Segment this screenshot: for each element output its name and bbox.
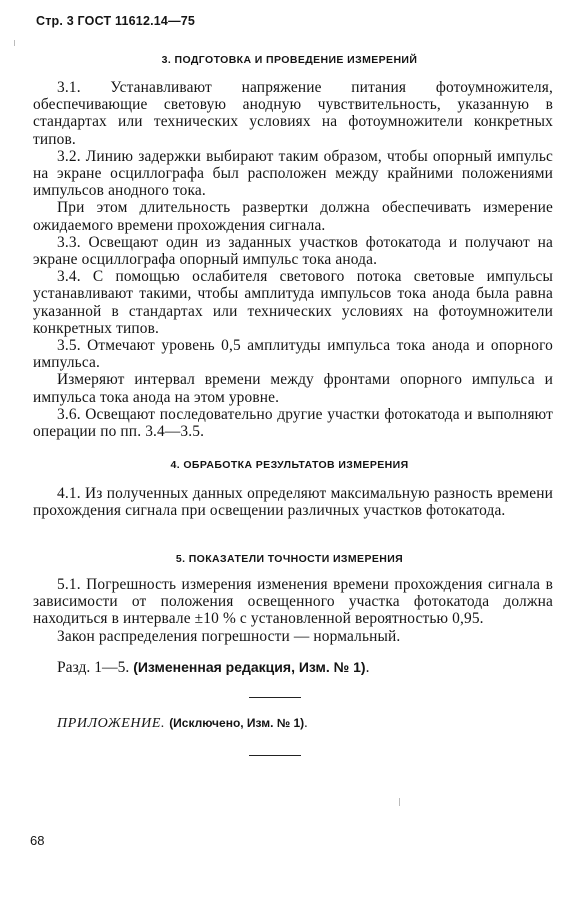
section-5-title: 5. ПОКАЗАТЕЛИ ТОЧНОСТИ ИЗМЕРЕНИЯ bbox=[175, 553, 404, 565]
paragraph-3-2-note: При этом длительность развертки должна обеспечивать измерение ожидаемого времени прохождения сигнала. bbox=[33, 199, 553, 234]
section-3-title: 3. ПОДГОТОВКА И ПРОВЕДЕНИЕ ИЗМЕРЕНИЙ bbox=[161, 54, 418, 66]
appendix-label: ПРИЛОЖЕНИЕ. bbox=[57, 716, 170, 731]
divider-line bbox=[249, 755, 301, 756]
paragraph-3-5: 3.5. Отмечают уровень 0,5 амплитуды импульса тока анода и опорного импульса. bbox=[33, 337, 553, 372]
scan-mark bbox=[399, 798, 400, 806]
appendix-suffix: . bbox=[304, 716, 308, 731]
section-5-body bbox=[33, 576, 553, 645]
amendment-note bbox=[57, 659, 370, 677]
appendix-bold: (Исключено, Изм. № 1) bbox=[169, 716, 305, 730]
paragraph-3-6: 3.6. Освещают последовательно другие участки фотокатода и выполняют операции по пп. 3.4—3.5. bbox=[33, 405, 553, 441]
paragraph-3-2: 3.2. Линию задержки выбирают таким образом, чтобы опорный импульс на экране осциллографа был расположен между крайними положениями импульсов анодного тока. bbox=[33, 147, 553, 200]
paragraph-5-1-note: Закон распределения погрешности — нормальный. bbox=[57, 627, 401, 645]
amendment-prefix: Разд. 1—5. bbox=[57, 659, 134, 676]
paragraph-3-4: 3.4. С помощью ослабителя светового потока световые импульсы устанавливают такими, чтобы амплитуда импульсов тока анода была равна указанной в стандартах или технических условиях на фотоумножители конкретных типов. bbox=[33, 268, 553, 337]
divider-line bbox=[249, 697, 301, 698]
amendment-bold: (Измененная редакция, Изм. № 1) bbox=[133, 659, 366, 675]
paragraph-4-1: 4.1. Из полученных данных определяют максимальную разность времени прохождения сигнала при освещении различных участков фотокатода. bbox=[33, 485, 553, 520]
section-4-body bbox=[33, 485, 553, 519]
paragraph-5-1: 5.1. Погрешность измерения изменения времени прохождения сигнала в зависимости от положения освещенного участка фотокатода должна находиться в интервале ±10 % с установленной вероятностью 0,95. bbox=[33, 576, 553, 628]
amendment-suffix: . bbox=[365, 659, 370, 676]
scan-mark bbox=[14, 40, 15, 46]
appendix-note bbox=[57, 716, 308, 732]
page-number: 68 bbox=[30, 833, 45, 848]
paragraph-3-3: 3.3. Освещают один из заданных участков фотокатода и получают на экране осциллографа опорный импульс тока анода. bbox=[33, 233, 553, 269]
paragraph-3-1: 3.1. Устанавливают напряжение питания фотоумножителя, обеспечивающие световую анодную чувствительность, указанную в стандартах или технических условиях на фотоумножители конкретных типов. bbox=[33, 79, 553, 148]
section-4-title: 4. ОБРАБОТКА РЕЗУЛЬТАТОВ ИЗМЕРЕНИЯ bbox=[170, 459, 409, 471]
section-3-body bbox=[33, 79, 553, 440]
paragraph-3-5-note: Измеряют интервал времени между фронтами опорного импульса и импульса тока анода на этом уровне. bbox=[33, 371, 553, 406]
page-header: Стр. 3 ГОСТ 11612.14—75 bbox=[36, 14, 196, 28]
